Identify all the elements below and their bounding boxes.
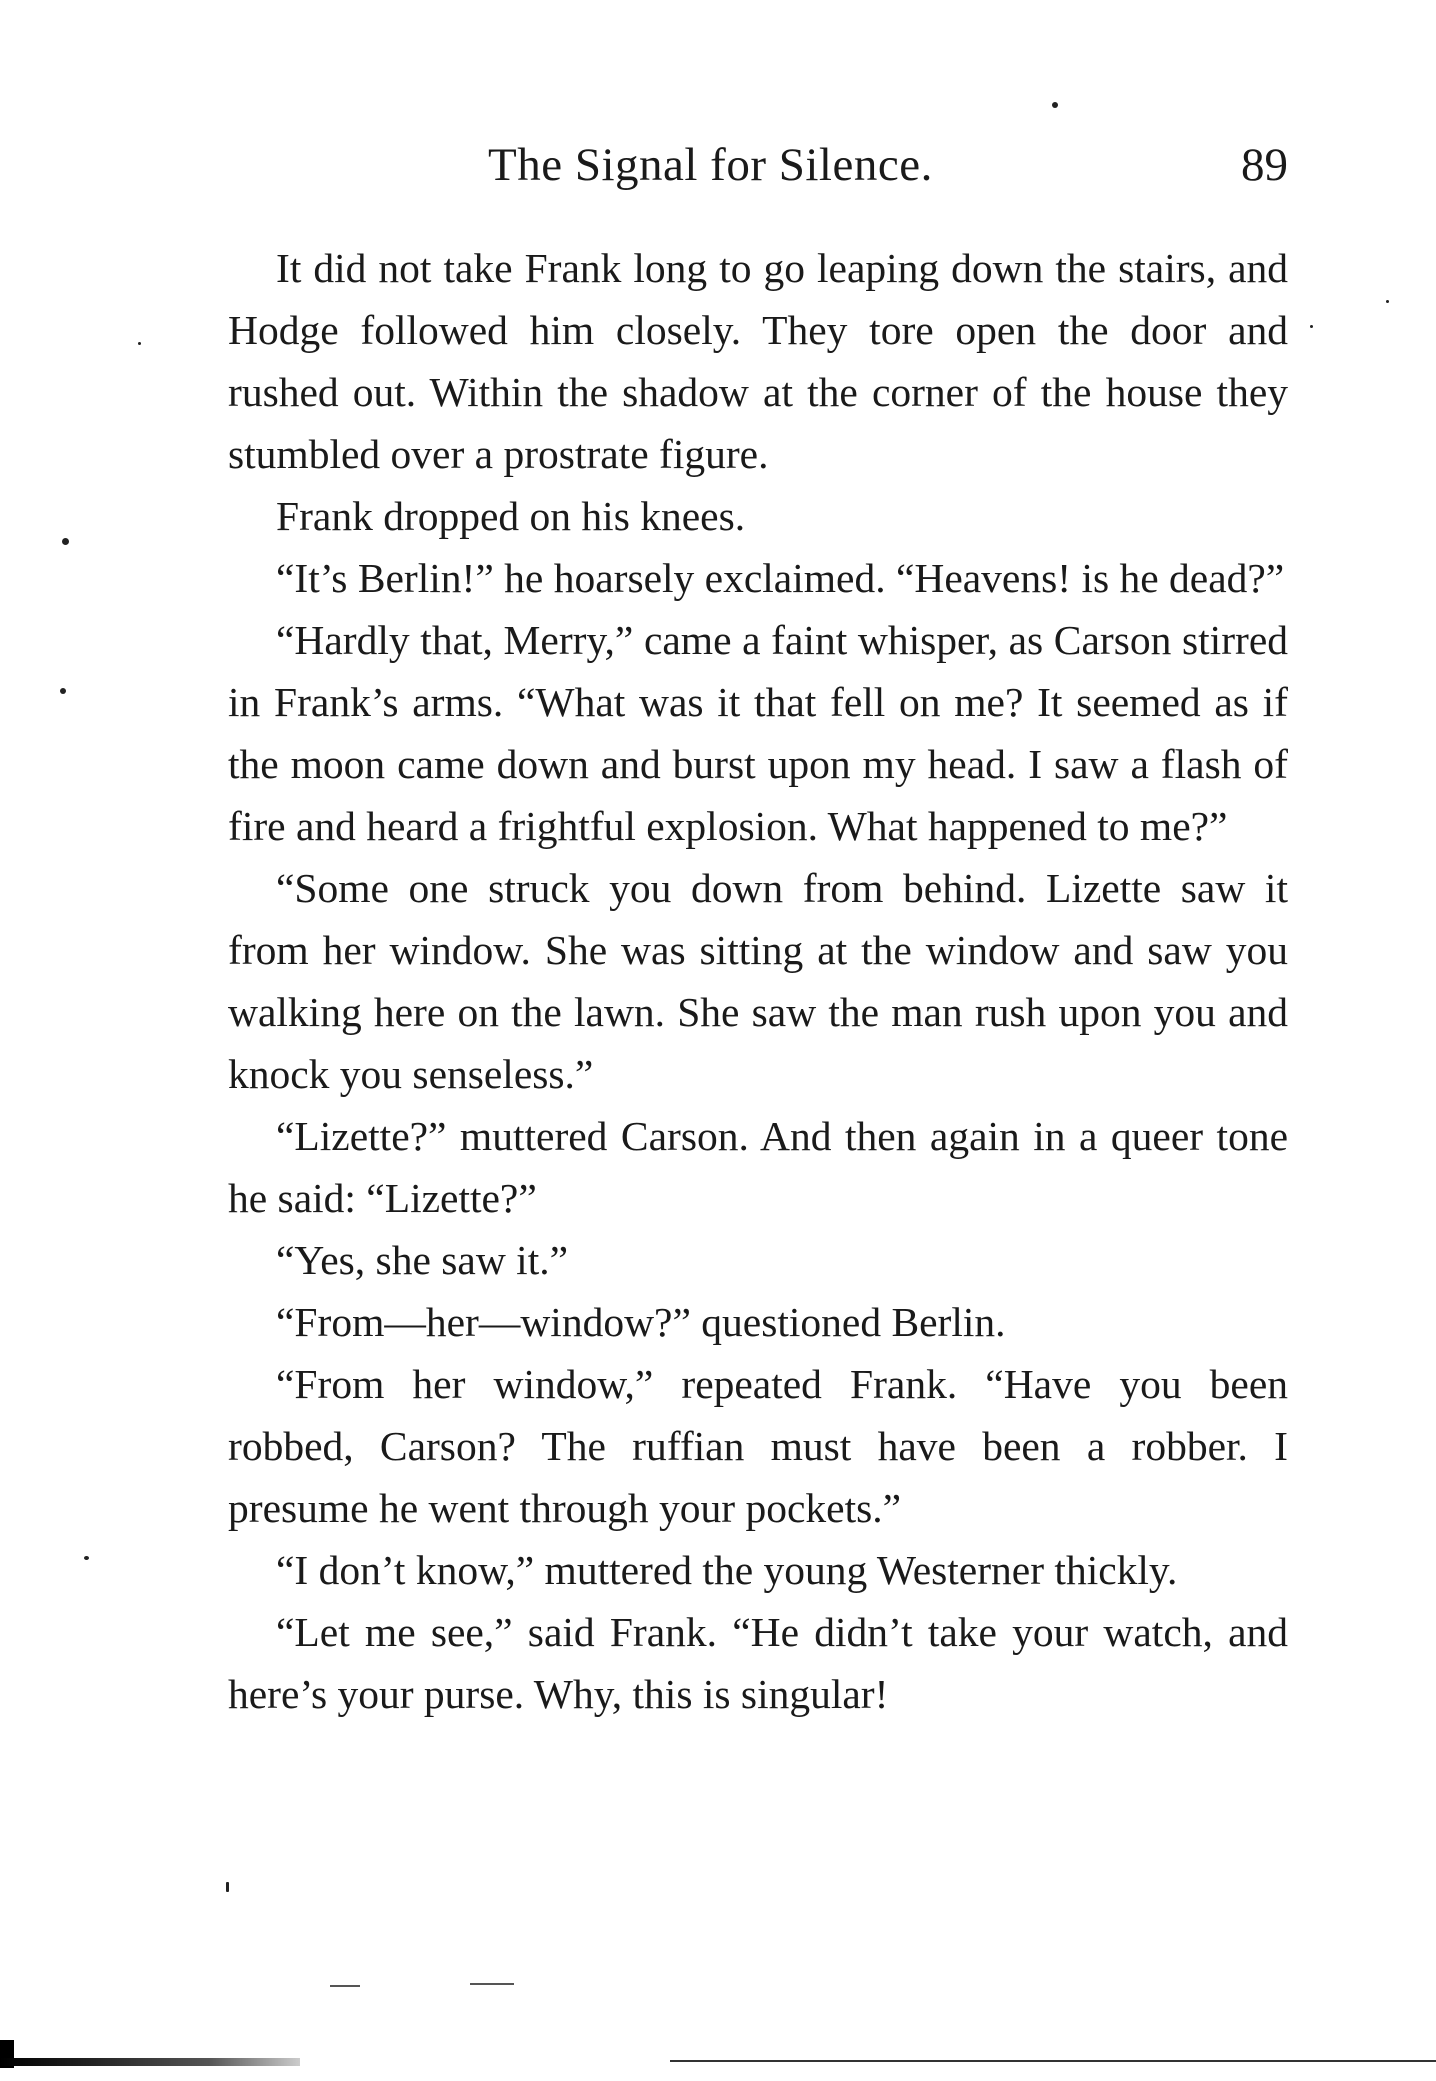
paragraph: “I don’t know,” muttered the young Westerner thickly. [276, 1547, 1178, 1593]
paragraph: “Let me see,” said Frank. “He didn’t take your watch, and here’s your purse. Why, this is singular! [228, 1609, 1288, 1717]
scan-speck [1386, 300, 1389, 303]
scan-speck [84, 1556, 89, 1560]
bottom-rule-left [0, 2058, 300, 2066]
scan-speck [1052, 102, 1058, 108]
scan-speck [226, 1882, 229, 1892]
paragraph: “Yes, she saw it.” [276, 1237, 569, 1283]
paragraph: “From her window,” repeated Frank. “Have you been robbed, Carson? The ruffian must have been a robber. I presume he went through your pockets.” [228, 1361, 1288, 1531]
running-title: The Signal for Silence. [488, 139, 933, 191]
scan-speck [62, 538, 69, 545]
scan-dash [470, 1983, 514, 1985]
paragraph: “Lizette?” muttered Carson. And then again in a queer tone he said: “Lizette?” [228, 1113, 1288, 1221]
paragraph: Frank dropped on his knees. [276, 493, 746, 539]
paragraph: “From—her—window?” questioned Berlin. [276, 1299, 1006, 1345]
bottom-rule-right [670, 2060, 1436, 2062]
page-header [228, 138, 1288, 208]
scan-speck [1310, 325, 1313, 328]
paragraph: “Some one struck you down from behind. Lizette saw it from her window. She was sitting at the window and saw you walking here on the lawn. She saw the man rush upon you and knock you senseless.” [228, 865, 1288, 1097]
page-number: 89 [1241, 139, 1288, 191]
body-text [228, 237, 1288, 1725]
scan-speck [60, 688, 66, 694]
paragraph: “Hardly that, Merry,” came a faint whisper, as Carson stirred in Frank’s arms. “What was it that fell on me? It seemed as if the moon came down and burst upon my head. I saw a flash of fire and heard a frightful explosion. What happened to me?” [228, 617, 1288, 849]
scan-speck [138, 342, 141, 345]
scan-dash [330, 1985, 360, 1987]
paragraph: It did not take Frank long to go leaping down the stairs, and Hodge followed him closely. They tore open the door and rushed out. Within the shadow at the corner of the house they stumbled over a prostrate figure. [228, 245, 1288, 477]
paragraph: “It’s Berlin!” he hoarsely exclaimed. “Heavens! is he dead?” [276, 555, 1285, 601]
